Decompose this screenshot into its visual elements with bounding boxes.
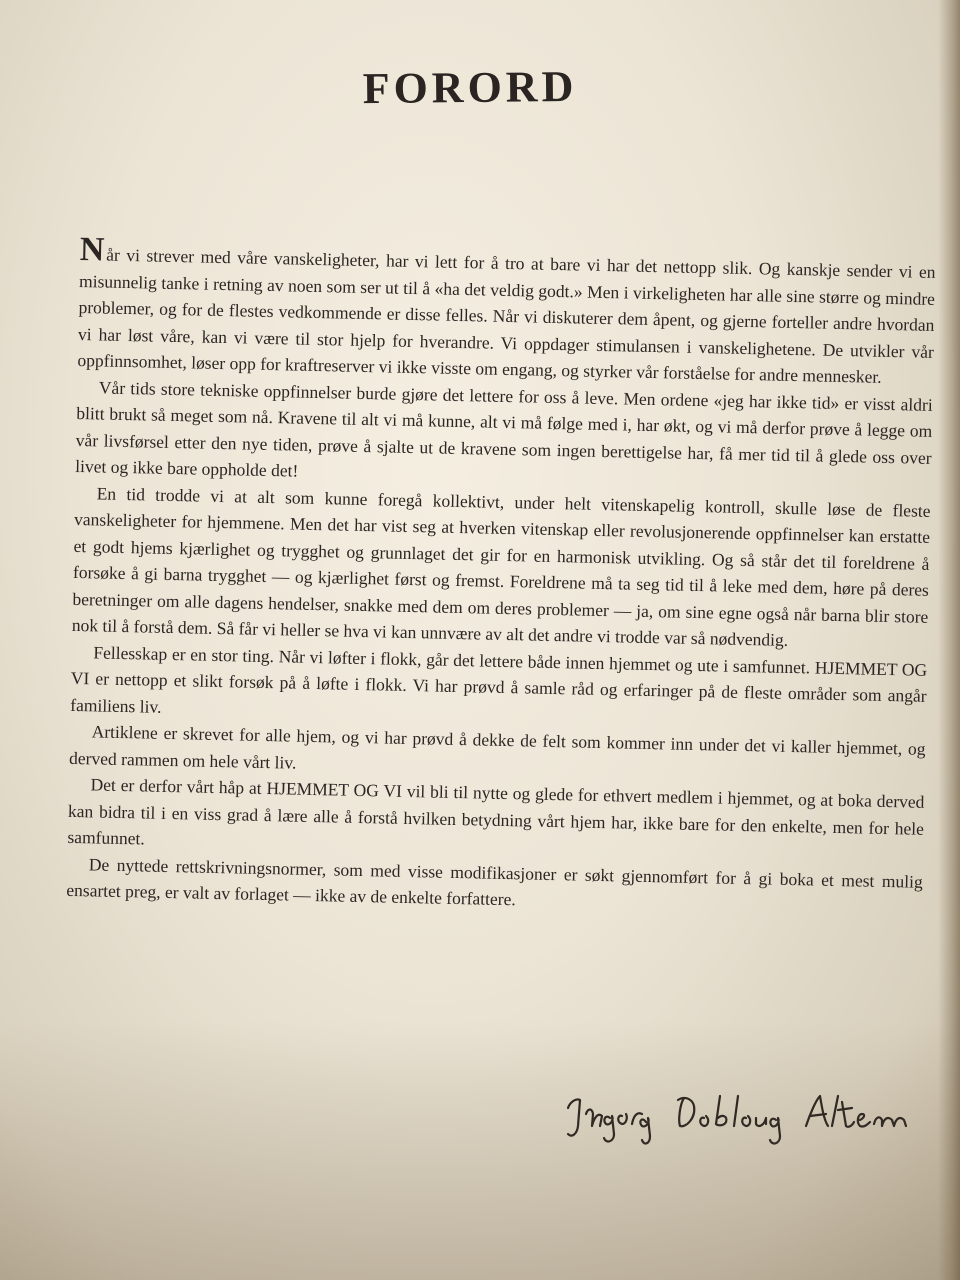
paragraph-1 bbox=[77, 231, 936, 391]
drop-cap: N bbox=[79, 231, 105, 269]
paragraph-2: Vår tids store tekniske oppfinnelser burde gjøre det lettere for oss å leve. Men ordene «jeg har ikke tid» er visst aldri blitt brukt så meget som nå. Kravene til alt vi må kunne, alt vi må følge med i, har økt, og vi må derfor prøve å legge om vår livsførsel etter den nye tiden, prøve å sjalte ut de kravene som ingen berettigelse har, få mer tid til å glede oss over livet og ikke bare oppholde det! bbox=[75, 376, 933, 481]
paragraph-5: Artiklene er skrevet for alle hjem, og vi har prøvd å dekke de felt som kommer inn under det vi kaller hjemmet, og derved rammen om hele vårt liv. bbox=[68, 721, 926, 773]
paragraph-6: Det er derfor vårt håp at HJEMMET OG VI vil bli til nytte og glede for ethvert medlem i hjemmet, og at boka derved kan bidra til i en viss grad å lære alle å forstå hvilken betydning vårt hjem har, ikke bare for den enkelte, men for hele samfunnet. bbox=[67, 774, 925, 849]
paragraph-7: De nyttede rettskrivningsnormer, som med visse modifikasjoner er søkt gjennomført for å gi boka et mest mulig ensartet preg, er valt av forlaget — ikke av de enkelte forfattere. bbox=[66, 853, 923, 910]
page-edge-shadow bbox=[938, 0, 960, 1280]
paragraph-1-text: år vi strever med våre vanskeligheter, har vi lett for å tro at bare vi har det nettopp slik. Og kanskje sender vi en misunnelig tanke i retning av noen som ser ut til å «ha det veldig godt.» Men i virkeligheten har alle sine større og mindre problemer, og for de flestes vedkommende er disse felles. Når vi diskuterer dem åpent, og gjerne forteller andre hvordan vi har løst våre, kan vi være til stor hjelp for hverandre. Vi oppdager stimulansen i vanskelighetene. De utvikler vår oppfinnsomhet, løser opp for kraftreserver vi ikke visste om engang, og styrker vår forståelse for andre mennesker. bbox=[77, 244, 936, 387]
foreword-body bbox=[66, 231, 936, 921]
paragraph-3: En tid trodde vi at alt som kunne foregå kollektivt, under helt vitenskapelig kontroll, skulle løse de fleste vanskeligheter for hjemmene. Men det har vist seg at hverken vitenskap eller revolusjonerende oppfinnelser kan erstatte et godt hjems kjærlighet og trygghet og grunnlaget det gir for en harmonisk utvikling. Og så står det til foreldrene å forsøke å gi barna trygghet — og kjærlighet først og fremst. Foreldrene må ta seg tid til å leke med dem, høre på deres beretninger om alle dagens hendelser, snakke med dem om deres problemer — ja, om sine egne også når barna blir store nok til å forstå dem. Så får vi heller se hva vi kan unnvære av alt det andre vi trodde var så nødvendig. bbox=[71, 482, 931, 650]
page-title: FORORD bbox=[362, 61, 578, 114]
handwritten-signature bbox=[560, 1078, 920, 1168]
paragraph-4: Fellesskap er en stor ting. Når vi løfter i flokk, går det lettere både innen hjemmet og ute i samfunnet. HJEMMET OG VI er nettopp et slikt forsøk på å løfte i flokk. Vi har prøvd å samle råd og erfaringer på de fleste områder som angår familiens liv. bbox=[70, 641, 928, 717]
